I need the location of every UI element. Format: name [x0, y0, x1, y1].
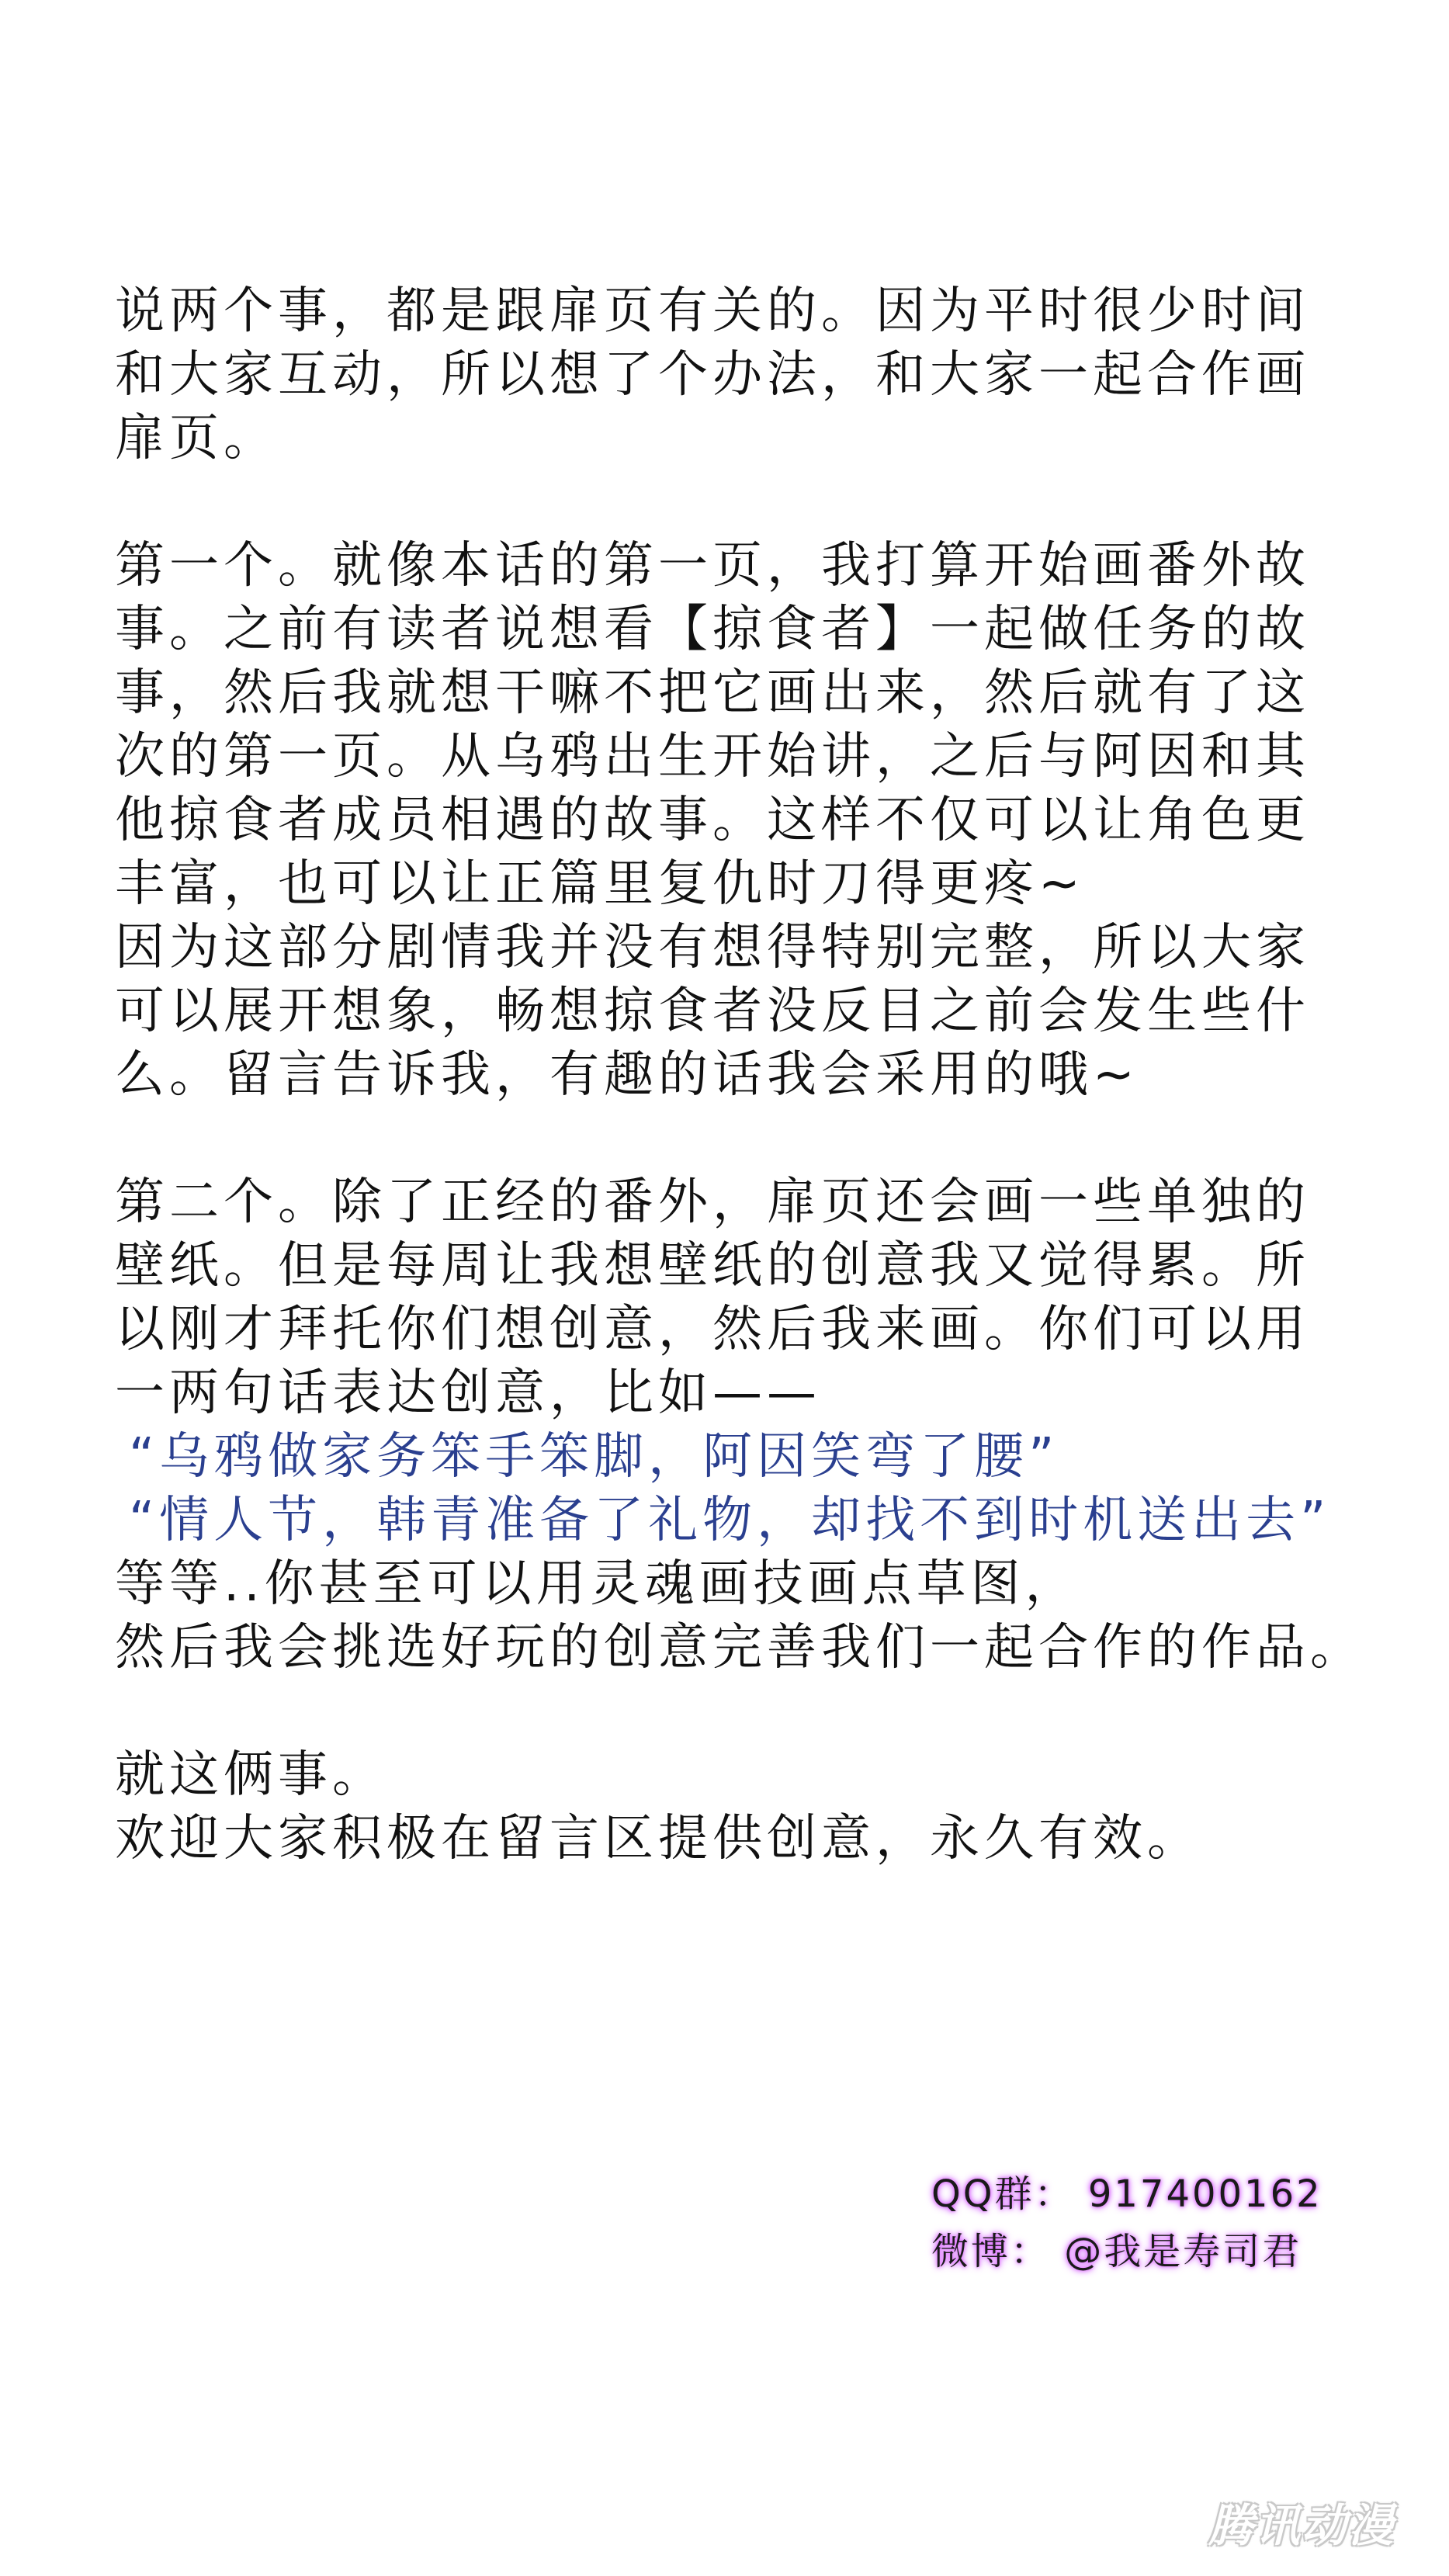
text-line: 扉页。 — [115, 410, 278, 467]
text-line: 第一个。就像本话的第一页，我打算开始画番外故 — [115, 537, 1310, 595]
qq-group: QQ群： 917400162 — [931, 2172, 1322, 2216]
text-line: 壁纸。但是每周让我想壁纸的创意我又觉得累。所 — [115, 1237, 1310, 1295]
text-line: 和大家互动，所以想了个办法，和大家一起合作画 — [115, 346, 1310, 404]
text-line: 次的第一页。从乌鸦出生开始讲，之后与阿因和其 — [115, 728, 1310, 785]
example-quote: “情人节，韩青准备了礼物，却找不到时机送出去” — [129, 1492, 1331, 1549]
text-line: 因为这部分剧情我并没有想得特别完整，所以大家 — [115, 919, 1310, 976]
text-line: 就这俩事。 — [115, 1746, 387, 1804]
contact-info — [931, 2165, 1366, 2280]
text-line: 第二个。除了正经的番外，扉页还会画一些单独的 — [115, 1174, 1310, 1231]
text-line: 然后我会挑选好玩的创意完善我们一起合作的作品。 — [115, 1619, 1364, 1676]
text-line: 欢迎大家积极在留言区提供创意，永久有效。 — [115, 1810, 1201, 1867]
paragraph-gap — [115, 470, 1388, 534]
text-line: 可以展开想象，畅想掠食者没反目之前会发生些什 — [115, 983, 1310, 1040]
weibo-handle: 微博： @我是寿司君 — [931, 2230, 1302, 2273]
text-line: 么。留言告诉我，有趣的话我会采用的哦~ — [115, 1046, 1139, 1104]
paragraph-gap — [115, 1680, 1388, 1743]
watermark-logo: 腾讯动漫 — [1208, 2499, 1395, 2552]
notice-text — [115, 279, 1388, 1870]
text-line: 说两个事，都是跟扉页有关的。因为平时很少时间 — [115, 283, 1310, 340]
text-line: 一两句话表达创意，比如—— — [115, 1364, 821, 1422]
example-quote: “乌鸦做家务笨手笨脚，阿因笑弯了腰” — [129, 1428, 1059, 1486]
text-line: 事，然后我就想干嘛不把它画出来，然后就有了这 — [115, 664, 1310, 722]
text-line: 等等..你甚至可以用灵魂画技画点草图， — [115, 1555, 1080, 1613]
paragraph-gap — [115, 1107, 1388, 1170]
text-line: 以刚才拜托你们想创意，然后我来画。你们可以用 — [115, 1301, 1310, 1358]
text-line: 事。之前有读者说想看【掠食者】一起做任务的故 — [115, 601, 1310, 658]
text-line: 他掠食者成员相遇的故事。这样不仅可以让角色更 — [115, 792, 1310, 849]
text-line: 丰富，也可以让正篇里复仇时刀得更疼~ — [115, 855, 1085, 913]
